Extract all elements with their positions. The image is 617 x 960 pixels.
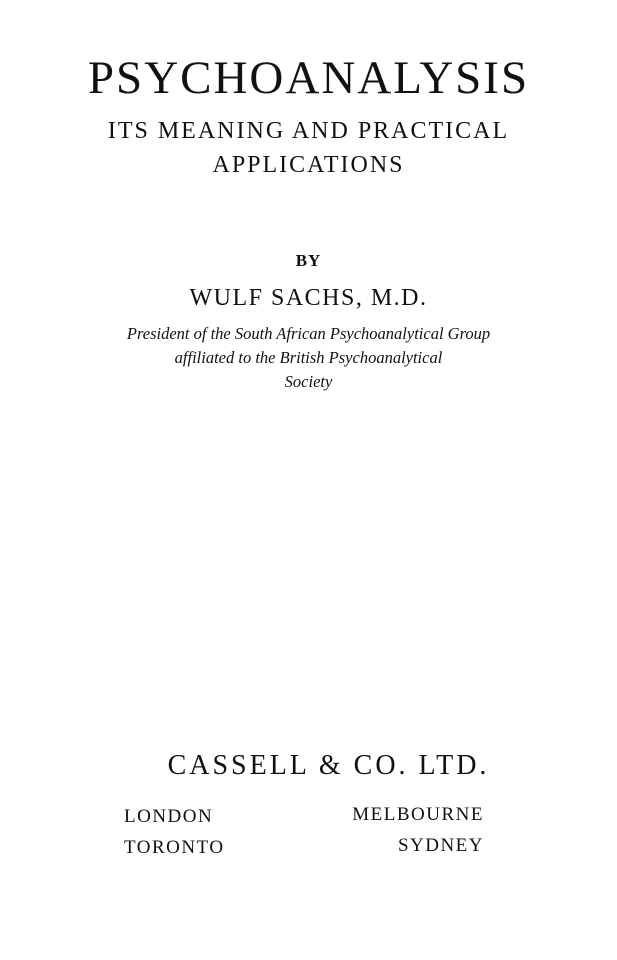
publisher-name: CASSELL & CO. LTD. (167, 750, 490, 781)
city-sydney: SYDNEY (397, 835, 484, 856)
city-toronto: TORONTO (124, 837, 225, 858)
author-affiliation-line3: Society (284, 372, 333, 391)
book-title: PSYCHOANALYSIS (87, 52, 530, 104)
author-affiliation-line1: President of the South African Psychoanalytical Group (126, 324, 491, 343)
city-london: LONDON (124, 806, 214, 827)
book-subtitle-line1: ITS MEANING AND PRACTICAL (107, 118, 510, 144)
author-affiliation-line2: affiliated to the British Psychoanalytical (174, 348, 443, 367)
city-melbourne: MELBOURNE (352, 804, 484, 825)
by-label: BY (295, 251, 322, 270)
book-subtitle-line2: APPLICATIONS (212, 152, 405, 178)
author-name: WULF SACHS, M.D. (189, 285, 428, 311)
